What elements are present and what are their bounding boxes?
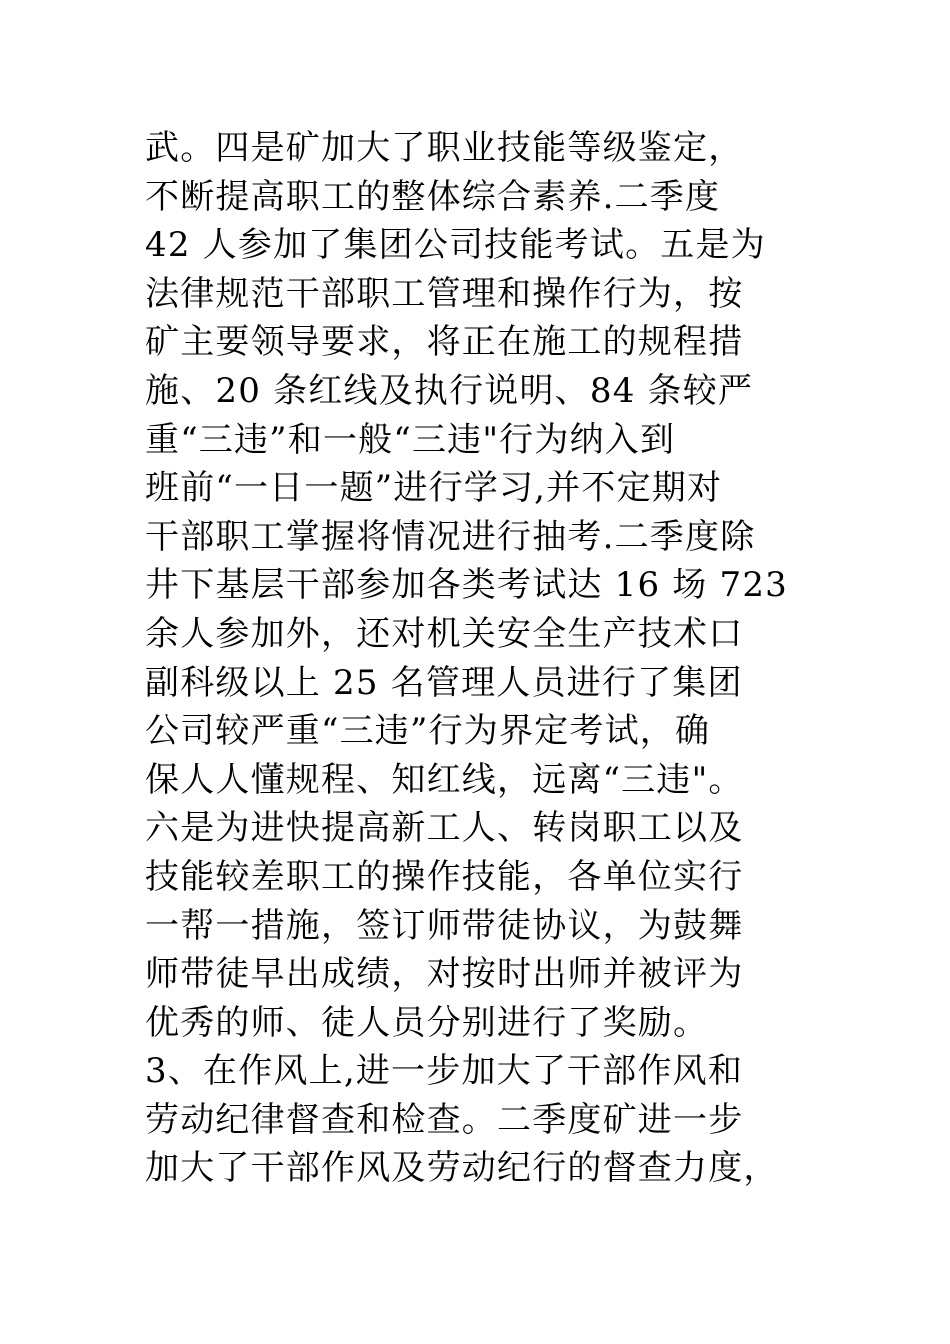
text-line: 42 人参加了集团公司技能考试。五是为: [145, 225, 766, 266]
text-line: 公司较严重“三违”行为界定考试，确: [145, 711, 711, 752]
text-line: 干部职工掌握将情况进行抽考.二季度除: [145, 516, 756, 557]
text-line: 劳动纪律督查和检查。二季度矿进一步: [145, 1099, 744, 1140]
text-line: 不断提高职工的整体综合素养.二季度: [145, 176, 721, 217]
text-line: 副科级以上 25 名管理人员进行了集团: [145, 662, 743, 703]
text-line: 一帮一措施，签订师带徒协议，为鼓舞: [145, 905, 744, 946]
text-line: 3、在作风上,进一步加大了干部作风和: [145, 1051, 744, 1092]
text-line: 师带徒早出成绩，对按时出师并被评为: [145, 954, 744, 995]
text-line: 施、20 条红线及执行说明、84 条较严: [145, 370, 754, 411]
text-line: 法律规范干部职工管理和操作行为，按: [145, 273, 744, 314]
text-line: 六是为进快提高新工人、转岗职工以及: [145, 808, 744, 849]
text-line: 加大了干部作风及劳动纪行的督查力度，: [145, 1148, 779, 1189]
text-line: 武。四是矿加大了职业技能等级鉴定，: [145, 128, 744, 168]
text-line: 保人人懂规程、知红线，远离“三违"。: [145, 759, 744, 800]
text-line: 余人参加外，还对机关安全生产技术口: [145, 613, 744, 654]
text-line: 技能较差职工的操作技能，各单位实行: [145, 856, 744, 897]
text-line: 矿主要领导要求，将正在施工的规程措: [145, 322, 744, 363]
text-line: 优秀的师、徒人员分别进行了奖励。: [145, 1002, 709, 1043]
body-text: [145, 124, 835, 1193]
text-line: 班前“一日一题”进行学习,并不定期对: [145, 468, 723, 509]
text-line: 井下基层干部参加各类考试达 16 场 723: [145, 565, 788, 606]
text-line: 重“三违”和一般“三违"行为纳入到: [145, 419, 676, 460]
